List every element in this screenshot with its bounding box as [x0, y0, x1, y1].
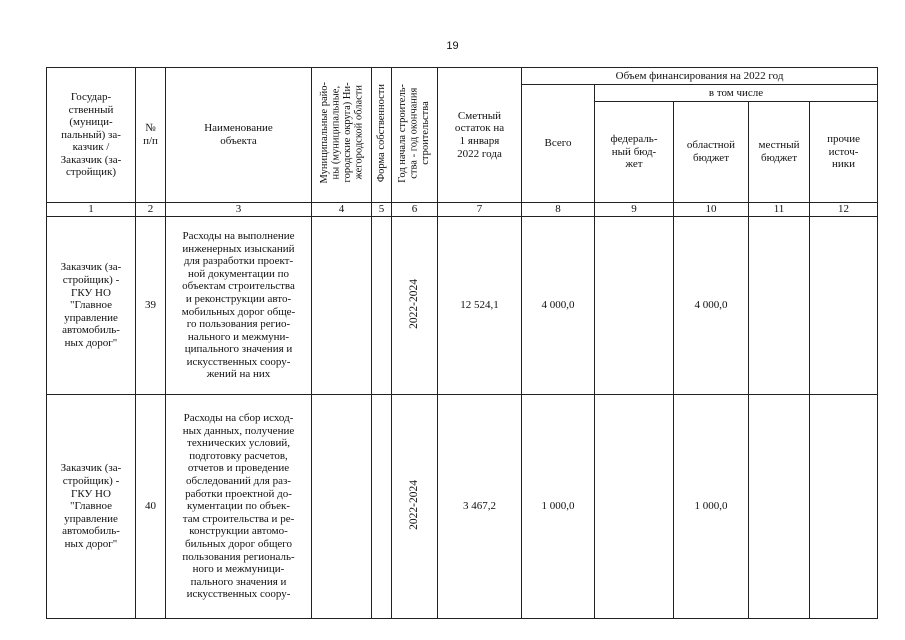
header-districts-cell — [312, 68, 372, 203]
financing-table — [46, 67, 878, 619]
row-customer: Заказчик (за- стройщик) - ГКУ НО "Главное управление автомобиль- ных дорог" — [47, 395, 136, 619]
row-remainder: 12 524,1 — [438, 217, 522, 395]
row-object-name: Расходы на сбор исход- ных данных, получение технических условий, подготовку расчетов, отчетов и проведение обследований для раз- работки проектной до- кументации по объек- там строительства и ре- конструкции автомо- бильных дорог общего пользования региональ- ного и межмуници- пального значения и искусственных соору- — [166, 395, 312, 619]
row-other — [810, 395, 878, 619]
header-including: в том числе — [595, 85, 878, 102]
row-customer: Заказчик (за- стройщик) - ГКУ НО "Главное управление автомобиль- ных дорог" — [47, 217, 136, 395]
row-federal — [595, 395, 674, 619]
row-total: 1 000,0 — [522, 395, 595, 619]
column-number: 10 — [674, 203, 749, 217]
table-row — [47, 395, 878, 619]
header-years-cell — [392, 68, 438, 203]
row-years-cell — [392, 217, 438, 395]
column-number: 6 — [392, 203, 438, 217]
row-total: 4 000,0 — [522, 217, 595, 395]
column-number: 1 — [47, 203, 136, 217]
column-number: 5 — [372, 203, 392, 217]
header-customer: Государ- ственный (муници- пальный) за- казчик / Заказчик (за- стройщик) — [47, 68, 136, 203]
row-years: 2022-2024 — [408, 278, 421, 329]
header-financing: Объем финансирования на 2022 год — [522, 68, 878, 85]
row-local — [749, 395, 810, 619]
column-number: 12 — [810, 203, 878, 217]
row-other — [810, 217, 878, 395]
header-regional: областной бюджет — [674, 102, 749, 203]
row-number: 39 — [136, 217, 166, 395]
column-numbers-row — [47, 203, 878, 217]
header-remainder: Сметный остаток на 1 января 2022 года — [438, 68, 522, 203]
header-local: местный бюджет — [749, 102, 810, 203]
header-federal: федераль- ный бюд- жет — [595, 102, 674, 203]
row-regional: 4 000,0 — [674, 217, 749, 395]
header-ownership: Форма собственности — [375, 84, 387, 183]
column-number: 7 — [438, 203, 522, 217]
column-number: 3 — [166, 203, 312, 217]
header-ownership-cell — [372, 68, 392, 203]
column-number: 2 — [136, 203, 166, 217]
row-district — [312, 395, 372, 619]
header-years: Год начала строитель- ства - год окончания строительства — [397, 83, 432, 183]
row-regional: 1 000,0 — [674, 395, 749, 619]
table-row — [47, 217, 878, 395]
header-number: № п/п — [136, 68, 166, 203]
header-districts: Муниципальные райо- ны (муниципальные, городские округа) Ни- жегородской области — [318, 82, 364, 184]
header-other: прочие источ- ники — [810, 102, 878, 203]
row-ownership — [372, 395, 392, 619]
column-number: 9 — [595, 203, 674, 217]
page-number: 19 — [446, 40, 459, 52]
column-number: 4 — [312, 203, 372, 217]
row-years: 2022-2024 — [408, 479, 421, 530]
row-remainder: 3 467,2 — [438, 395, 522, 619]
row-district — [312, 217, 372, 395]
row-federal — [595, 217, 674, 395]
header-total: Всего — [522, 85, 595, 203]
row-local — [749, 217, 810, 395]
row-object-name: Расходы на выполнение инженерных изысканий для разработки проект- ной документации по объектам строительства и реконструкции авто- мобильных дорог обще- го пользования регио- нального и межмуни- ципального значения и искусственных соору- жений на них — [166, 217, 312, 395]
header-object-name: Наименование объекта — [166, 68, 312, 203]
row-number: 40 — [136, 395, 166, 619]
row-ownership — [372, 217, 392, 395]
row-years-cell — [392, 395, 438, 619]
column-number: 11 — [749, 203, 810, 217]
column-number: 8 — [522, 203, 595, 217]
